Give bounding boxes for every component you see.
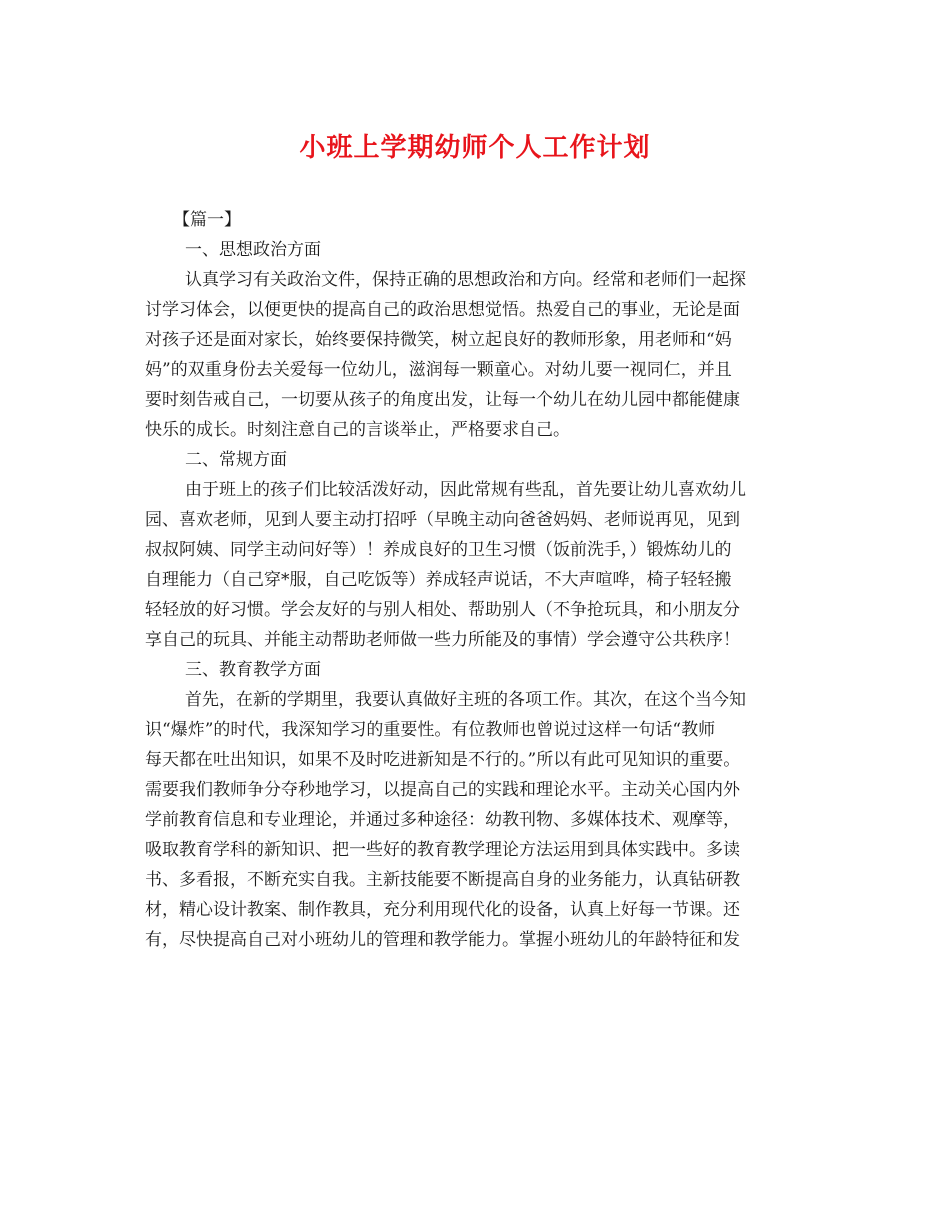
paragraph-first-line: 由于班上的孩子们比较活泼好动，因此常规有些乱，首先要让幼儿喜欢幼儿 — [185, 480, 746, 500]
paragraph-line: 吸取教育学科的新知识、把一些好的教育教学理论方法运用到具体实践中。多读 — [145, 840, 740, 860]
paragraph-line: 园、喜欢老师，见到人要主动打招呼（早晚主动向爸爸妈妈、老师说再见，见到 — [145, 510, 740, 530]
paragraph-line: 每天都在吐出知识，如果不及时吃进新知是不行的。”所以有此可见知识的重要。 — [145, 750, 741, 770]
paragraph-first-line: 认真学习有关政治文件，保持正确的思想政治和方向。经常和老师们一起探 — [185, 270, 746, 290]
section-heading: 一、思想政治方面 — [185, 240, 321, 260]
document-body — [145, 205, 810, 955]
section-heading: 三、教育教学方面 — [185, 660, 321, 680]
paragraph-line: 要时刻告戒自己，一切要从孩子的角度出发，让每一个幼儿在幼儿园中都能健康 — [145, 390, 740, 410]
paragraph-line: 学前教育信息和专业理论，并通过多种途径：幼教刊物、多媒体技术、观摩等， — [145, 810, 740, 830]
section-label: 【篇一】 — [173, 210, 241, 230]
paragraph-line: 妈”的双重身份去关爱每一位幼儿，滋润每一颗童心。对幼儿要一视同仁，并且 — [145, 360, 732, 380]
paragraph-line: 享自己的玩具、并能主动帮助老师做一些力所能及的事情）学会遵守公共秩序！ — [145, 630, 740, 650]
paragraph-line: 轻轻放的好习惯。学会友好的与别人相处、帮助别人（不争抢玩具，和小朋友分 — [145, 600, 740, 620]
paragraph-line: 快乐的成长。时刻注意自己的言谈举止，严格要求自己。 — [145, 420, 570, 440]
section-heading: 二、常规方面 — [185, 450, 287, 470]
paragraph-line: 有，尽快提高自己对小班幼儿的管理和教学能力。掌握小班幼儿的年龄特征和发 — [145, 930, 740, 950]
paragraph-line: 材，精心设计教案、制作教具，充分利用现代化的设备，认真上好每一节课。还 — [145, 900, 740, 920]
paragraph-line: 书、多看报，不断充实自我。主新技能要不断提高自身的业务能力，认真钻研教 — [145, 870, 740, 890]
paragraph-line: 叔叔阿姨、同学主动问好等）！养成良好的卫生习惯（饭前洗手，）锻炼幼儿的 — [145, 540, 732, 560]
document-title: 小班上学期幼师个人工作计划 — [299, 133, 651, 163]
paragraph-first-line: 首先，在新的学期里，我要认真做好主班的各项工作。其次，在这个当今知 — [185, 690, 746, 710]
paragraph-line: 识“爆炸”的时代，我深知学习的重要性。有位教师也曾说过这样一句话“教师 — [145, 720, 716, 740]
paragraph-line: 需要我们教师争分夺秒地学习，以提高自己的实践和理论水平。主动关心国内外 — [145, 780, 740, 800]
paragraph-line: 对孩子还是面对家长，始终要保持微笑，树立起良好的教师形象，用老师和“妈 — [145, 330, 732, 350]
paragraph-line: 讨学习体会，以便更快的提高自己的政治思想觉悟。热爱自己的事业，无论是面 — [145, 300, 740, 320]
paragraph-line: 自理能力（自己穿*服，自己吃饭等）养成轻声说话，不大声喧哗，椅子轻轻搬 — [145, 570, 732, 590]
